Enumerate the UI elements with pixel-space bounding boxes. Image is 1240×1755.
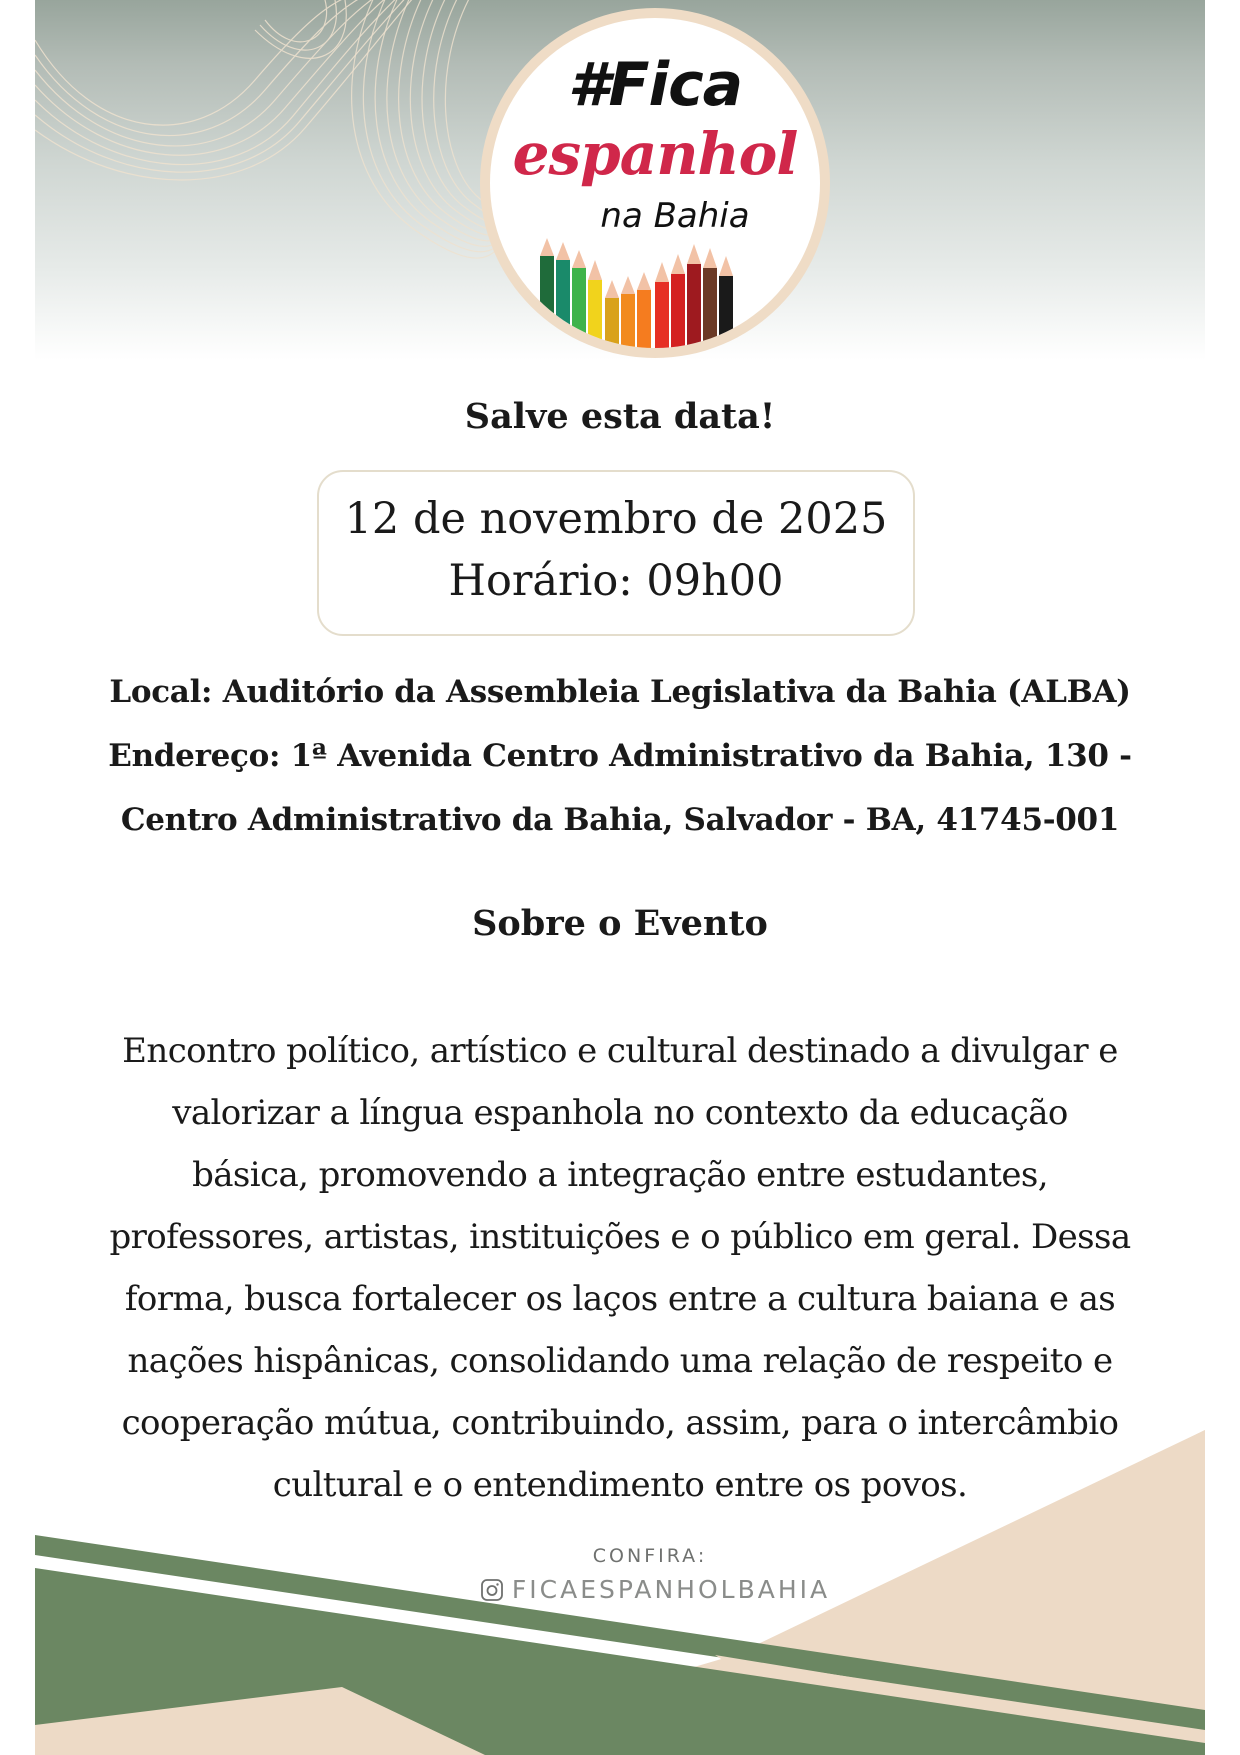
logo-hashtag-text: #Fica [567,50,743,120]
colored-pencils-icon [538,238,778,348]
logo-na-bahia-text: na Bahia [600,196,750,236]
event-date: 12 de novembro de 2025 [344,494,888,544]
logo-espanhol-text: espanhol [512,120,798,188]
description-line: nações hispânicas, consolidando uma relação de respeito e [127,1341,1113,1381]
location-address-line1: Endereço: 1ª Avenida Centro Administrativo da Bahia, 130 - [108,738,1132,774]
location-venue: Local: Auditório da Assembleia Legislativa da Bahia (ALBA) [109,674,1131,710]
description-line: forma, busca fortalecer os laços entre a cultura baiana e as [124,1279,1116,1319]
description-line: cooperação mútua, contribuindo, assim, para o intercâmbio [121,1403,1119,1443]
description-line: valorizar a língua espanhola no contexto da educação [172,1093,1068,1133]
location-address-line2: Centro Administrativo da Bahia, Salvador - BA, 41745-001 [120,802,1120,838]
confira-label: CONFIRA: [592,1545,708,1567]
event-poster [35,0,1205,1755]
description-line: Encontro político, artístico e cultural destinado a divulgar e [122,1031,1118,1071]
event-time: Horário: 09h00 [448,556,784,606]
instagram-icon [480,1578,504,1602]
date-time-box [317,470,915,636]
about-event-heading: Sobre o Evento [472,903,768,944]
location-block [35,660,1205,852]
description-line: professores, artistas, instituições e o público em geral. Dessa [109,1217,1131,1257]
description-line: básica, promovendo a integração entre estudantes, [192,1155,1048,1195]
save-the-date-heading: Salve esta data! [464,396,776,437]
description-line: cultural e o entendimento entre os povos. [272,1465,968,1505]
instagram-link[interactable] [35,1575,1205,1604]
instagram-handle[interactable]: FICAESPANHOLBAHIA [511,1575,831,1604]
fica-espanhol-logo [490,18,820,348]
